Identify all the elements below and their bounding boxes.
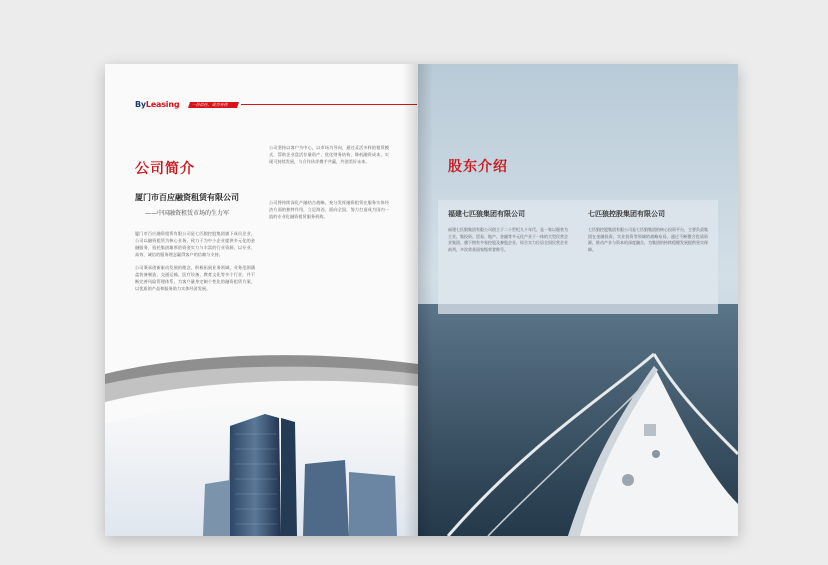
city-skyline-image	[105, 364, 418, 536]
spine-shadow	[403, 64, 433, 536]
header-rule	[241, 104, 417, 105]
logo-prefix: By	[135, 100, 146, 109]
company-slogan: ——中国融资租赁市场的生力军	[145, 210, 230, 217]
intro-paragraph: 公司坚持以客户为中心，以市场为导向，通过灵活多样的租赁模式，帮助企业盘活存量资产、优化财务结构、降低融资成本，实现可持续发展，与合作伙伴携手共赢，共创美好未来。	[269, 145, 389, 164]
intro-paragraph: 公司将持续深化产融结合战略，充分发挥融资租赁在服务实体经济方面的独特作用，立足海西、面向全国，努力打造成为国内一流的专业化融资租赁服务机构。	[269, 200, 389, 219]
shareholder-intro-title: 股东介绍	[448, 159, 508, 175]
intro-paragraph: 厦门市百应融资租赁有限公司是七匹狼控股集团旗下成员企业，公司以融资租赁为核心业务，致力于为中小企业提供多元化的金融服务，依托集团雄厚的资金实力与丰富的行业资源，以专业、高效、诚信的服务理念赢得客户的信赖与支持。	[135, 231, 255, 257]
right-page	[418, 64, 738, 536]
shareholder-name: 福建七匹狼集团有限公司	[448, 210, 525, 218]
company-name: 厦门市百应融资租赁有限公司	[135, 193, 239, 202]
tagline-bar: 一份信任，成功有你	[188, 102, 239, 108]
shareholder-description: 福建七匹狼集团有限公司创立于二十世纪九十年代，是一家以服装为主业，集投资、贸易、地产、金融等多元化产业于一体的大型民营企业集团，旗下拥有多家控股及参股企业，综合实力位居全国民营企业前列，多次荣获国家级荣誉称号。	[448, 227, 568, 252]
left-page	[105, 64, 418, 536]
shareholder-name: 七匹狼控股集团有限公司	[588, 210, 665, 218]
logo-main: Leasing	[145, 100, 180, 109]
brochure-spread	[105, 64, 738, 536]
brand-logo	[135, 100, 179, 109]
yacht-bow-image	[418, 304, 738, 536]
company-intro-title: 公司简介	[135, 161, 195, 177]
shareholder-description: 七匹狼控股集团有限公司是七匹狼集团的核心投资平台，主要负责集团在金融投资、实业投资等领域的战略布局，通过不断整合优质资源，推动产业与资本的深度融合，为集团的持续稳健发展提供坚实保障。	[588, 227, 708, 252]
intro-paragraph: 公司秉承创新驱动发展的理念，积极拓展业务领域，业务范围涵盖装备制造、交通运输、医疗设备、教育文化等多个行业，并不断完善风险管理体系，为客户量身定制个性化的融资租赁方案，以优质的产品和服务助力实体经济发展。	[135, 265, 255, 291]
